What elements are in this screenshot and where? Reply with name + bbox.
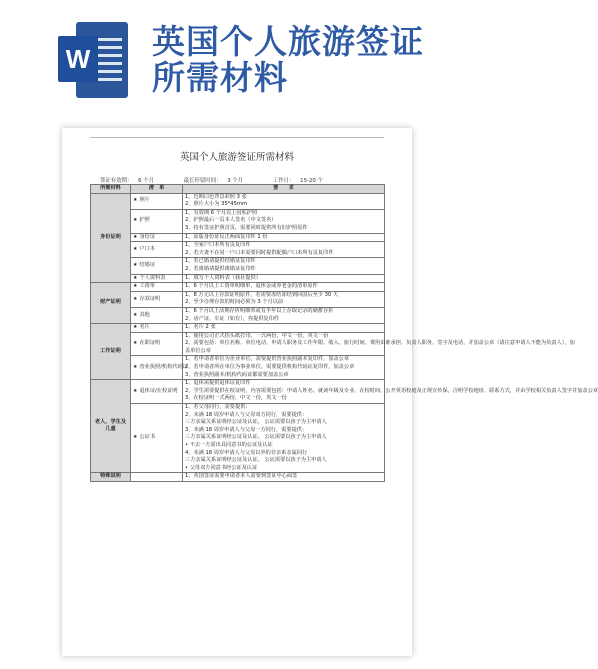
- requirement-line: 2、照片大小为 35*45mm: [185, 201, 247, 208]
- item-cell: [131, 332, 183, 356]
- star-icon: ★: [133, 217, 138, 224]
- item-cell: [131, 258, 183, 274]
- table-row: [91, 356, 385, 380]
- table-row: [91, 473, 385, 482]
- requirement-line: 1、英国签证需要申请者本人需要到签证中心面签: [185, 473, 298, 480]
- requirement-line: 1、全家户口本所有页复印件: [185, 242, 251, 249]
- table-row: [91, 193, 385, 209]
- word-badge-letter: W: [58, 36, 98, 82]
- item-name: 护照: [139, 217, 150, 224]
- item-name: 退休证/在校证明: [139, 387, 178, 394]
- item-cell: [131, 291, 183, 307]
- table-row: [91, 283, 385, 292]
- banner-title-line2: 所需材料: [152, 58, 288, 97]
- requirement-line: 2、至少办理存款的时间必须为 3 个月以前: [185, 299, 284, 306]
- item-cell: [131, 473, 183, 482]
- header-requirement: 要 求: [183, 185, 385, 194]
- visa-meta-line: [90, 176, 384, 184]
- requirement-line: 2、需要包括：单位名称、单位电话、申请人职务及工作年限、收入、旅行时间、费用由谁承担，负责人职务、签字及电话，并加盖公章（请注意申请人不能为负责人），加: [185, 340, 575, 347]
- stay-value: 3 个月: [227, 178, 244, 184]
- star-icon: ★: [133, 295, 138, 302]
- validity-label: 签证有效期：: [100, 178, 133, 184]
- item-name: 公证书: [139, 434, 156, 441]
- item-cell: [131, 356, 188, 380]
- table-row: [91, 324, 385, 333]
- banner-title-line1: 英国个人旅游签证: [152, 22, 424, 61]
- requirement-cell: [183, 332, 575, 356]
- requirement-cell: [183, 274, 385, 283]
- requirement-line: 1、填写个人资料表（我社提供）: [185, 274, 261, 281]
- requirement-line: 1、8 万元以上存款证明原件，若需要冻结冻结到回国后至少 30 天: [185, 291, 339, 298]
- requirement-line: 1、使用公司正式抬头纸打印，一式两份，中文一份，英文一份: [185, 332, 329, 339]
- requirement-line: 三方亲属关系证明经公证及认证。 公证需要以孩子为主申请人: [185, 457, 327, 464]
- requirement-cell: [183, 258, 385, 274]
- requirement-line: 1、有效期 6 个月以上因私护照: [185, 209, 258, 216]
- requirement-line: 1、退休需提供退休证复印件: [185, 380, 251, 387]
- requirement-line: • 父母双方同意书经公证及认证: [185, 464, 258, 471]
- item-cell: [131, 307, 183, 323]
- star-icon: ★: [133, 434, 138, 441]
- requirement-line: 2、未满 18 周岁申请人与父母双方同行，需要提供：: [185, 411, 308, 418]
- item-name: 其他: [139, 311, 150, 318]
- materials-table: [90, 184, 598, 482]
- banner-title: [152, 24, 462, 96]
- requirement-line: 1、名片 2 张: [185, 324, 216, 331]
- item-name: 营业执照/机构代码证: [139, 364, 188, 371]
- star-icon: ★: [133, 274, 138, 281]
- document-title: 英国个人旅游签证所需材料: [179, 152, 294, 163]
- validity-value: 6 个月: [138, 178, 155, 184]
- table-row: [91, 258, 385, 274]
- category-cell: 特殊说明: [91, 473, 131, 482]
- requirement-line: 2、若夫妻不在同一户口本需要同时提供配偶户口本所有页复印件: [185, 249, 334, 256]
- requirement-cell: [183, 283, 385, 292]
- requirement-cell: [183, 356, 385, 380]
- star-icon: ★: [133, 311, 138, 318]
- table-header-row: [91, 185, 385, 194]
- days-label: 工作日：: [272, 178, 295, 184]
- requirement-cell: [183, 404, 385, 473]
- item-cell: [131, 274, 183, 283]
- item-cell: [131, 283, 183, 292]
- star-icon: ★: [133, 324, 138, 331]
- table-row: [91, 209, 385, 233]
- requirement-line: 三方亲属关系证明经公证及认证。 公证需要以孩子为主申请人: [185, 434, 327, 441]
- item-cell: [131, 233, 183, 242]
- requirement-line: 1、若申请者单位为企业单位，需要提供营业执照副本复印件，加盖公章: [185, 356, 350, 363]
- category-cell: 身份证明: [91, 193, 131, 283]
- requirement-line: 2、若申请者所在单位为事业单位，需要提供机构代码证复印件，加盖公章: [185, 364, 355, 371]
- category-cell: 老人、学生及儿童: [91, 380, 131, 473]
- item-name: 结婚证: [139, 262, 156, 269]
- requirement-line: 1、若已婚请提供结婚证复印件: [185, 258, 256, 265]
- requirement-cell: [183, 324, 385, 333]
- requirement-cell: [183, 380, 598, 404]
- header-category: 所需材料: [91, 185, 131, 194]
- star-icon: ★: [133, 233, 138, 240]
- requirement-line: 2、学生需要提供在校证明，内容需要包括：申请人姓名、就读年级及专业、在校时间、公开英语校庭及正规宣传保，注明学校地址、联系方式，并由学校相关负责人签字并加盖公章: [185, 387, 598, 394]
- table-row: [91, 274, 385, 283]
- table-row: [91, 307, 385, 323]
- requirement-line: 2、若离婚请提供离婚证复印件: [185, 265, 256, 272]
- requirement-line: 1、若父母同行，需要提供：: [185, 404, 251, 411]
- item-cell: [131, 209, 183, 233]
- requirement-line: 3、未满 18 周岁申请人与父母一方同行，需要提供：: [185, 426, 308, 433]
- requirement-cell: [183, 242, 385, 258]
- star-icon: ★: [133, 387, 138, 394]
- stay-label: 最长停留时间：: [183, 178, 222, 184]
- star-icon: ★: [133, 245, 138, 252]
- days-value: 15-20 个: [300, 178, 323, 184]
- requirement-line: • 不去一方需出具同意书的公证及认证: [185, 442, 273, 448]
- item-name: 工资单: [139, 283, 156, 290]
- requirement-cell: [183, 233, 385, 242]
- table-row: [91, 233, 385, 242]
- item-name: 名片: [139, 324, 150, 331]
- header-divider: [90, 137, 384, 138]
- item-name: 个人资料表: [139, 274, 166, 281]
- item-name: 户口本: [139, 245, 156, 252]
- requirement-cell: [183, 291, 385, 307]
- requirement-line: 1、6 个月以上工资单明细单，退休金或养老金的清单原件: [185, 283, 318, 290]
- requirement-line: 3、在校证明一式两份，中文一份，英文一份: [185, 395, 287, 402]
- star-icon: ★: [133, 364, 138, 371]
- document-banner: [0, 0, 474, 112]
- header-list: 清 单: [131, 185, 183, 194]
- item-cell: [131, 324, 183, 333]
- table-row: [91, 332, 385, 356]
- document-page: [62, 128, 598, 656]
- materials-body: [91, 193, 598, 481]
- item-name: 身份证: [139, 233, 156, 240]
- table-row: [91, 404, 385, 473]
- table-row: [91, 291, 385, 307]
- requirement-line: 4、未满 18 周岁申请人与父母以外的非亲系亲属同行: [185, 449, 308, 456]
- requirement-line: 1、原版身份证反正两面复印件 1 份: [185, 233, 268, 240]
- requirement-line: 2、房产证、车证（如有），你提供复印件: [185, 315, 280, 322]
- star-icon: ★: [133, 283, 138, 290]
- requirement-line: 1、6 个月以上活期存折明细单或有半年以上存取记录的储蓄存折: [185, 307, 334, 314]
- item-cell: [131, 242, 183, 258]
- item-cell: [131, 380, 183, 404]
- requirement-line: 三方亲属关系证明经公证及认证。 公证需要以孩子为主申请人: [185, 419, 327, 426]
- star-icon: ★: [133, 197, 138, 204]
- requirement-line: 2、护照最后一页本人签名（中文签名）: [185, 217, 277, 224]
- table-row: [91, 242, 385, 258]
- star-icon: ★: [133, 340, 138, 347]
- star-icon: ★: [133, 262, 138, 269]
- requirement-line: 1、近期白色背景彩照 3 张: [185, 193, 247, 200]
- requirement-line: 3、持有签证护照首页，需要同时提供所有旧护照原件: [185, 224, 308, 231]
- requirement-cell: [183, 473, 385, 482]
- requirement-cell: [183, 193, 385, 209]
- requirement-cell: [183, 209, 385, 233]
- item-name: 照片: [139, 197, 150, 204]
- table-row: [91, 380, 385, 404]
- requirement-cell: [183, 307, 385, 323]
- item-cell: [131, 193, 183, 209]
- item-name: 存款证明: [139, 295, 161, 302]
- item-cell: [131, 404, 183, 473]
- requirement-line: 盖单位公章: [185, 347, 211, 354]
- requirement-line: 3、营业执照副本/机构代码证都需要加盖公章: [185, 371, 289, 378]
- item-name: 在职证明: [139, 340, 161, 347]
- category-cell: 工作证明: [91, 324, 131, 380]
- word-document-icon: [58, 22, 128, 98]
- category-cell: 财产证明: [91, 283, 131, 324]
